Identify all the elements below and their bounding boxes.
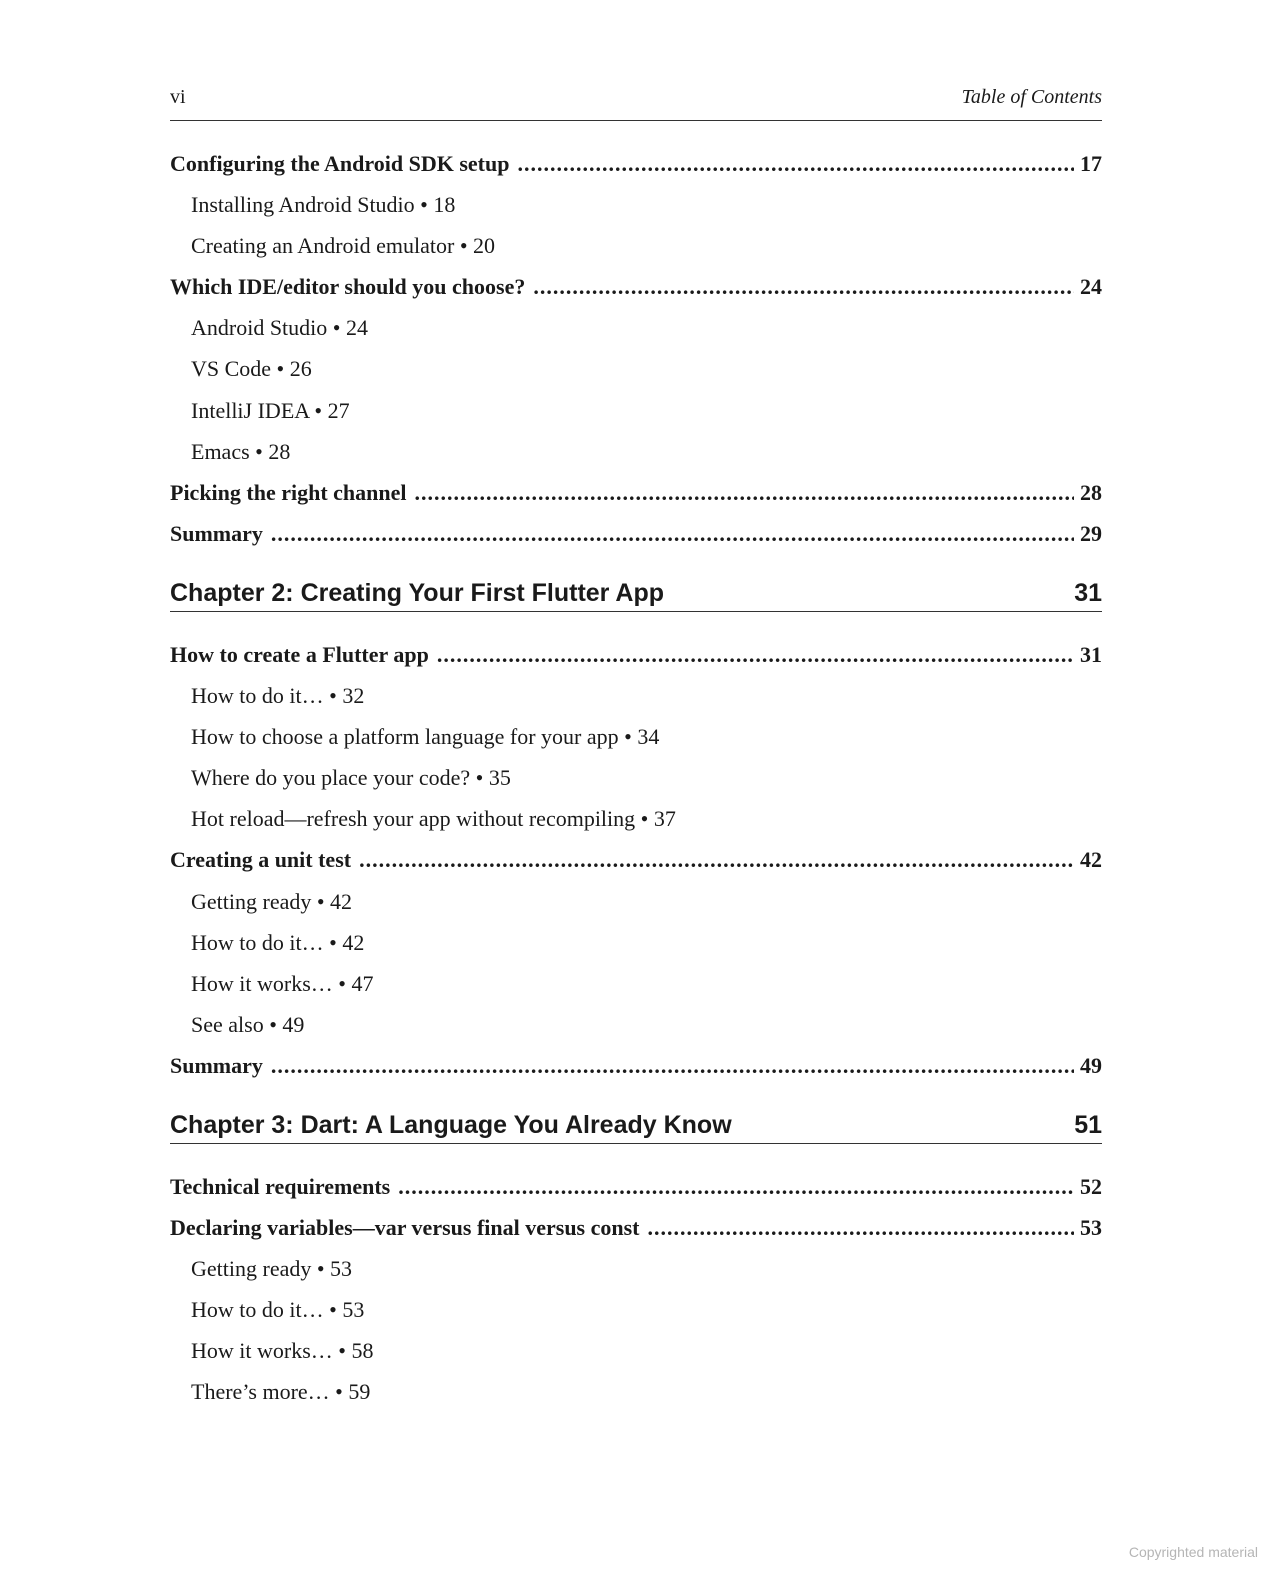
toc-subsection-entry[interactable]: How to choose a platform language for your app • 34: [191, 724, 660, 750]
section-title: How to create a Flutter app: [170, 641, 429, 667]
toc-section-entry[interactable]: [170, 1166, 1102, 1207]
toc-group-chapter-3: [170, 1166, 1102, 1413]
toc-section-entry[interactable]: [170, 634, 1102, 675]
toc-subsection-entry[interactable]: Getting ready • 53: [191, 1256, 353, 1282]
section-page-number: 17: [1080, 151, 1102, 176]
toc-section-entry[interactable]: [170, 266, 1102, 307]
section-page-number: 53: [1080, 1215, 1102, 1241]
section-page-number: 52: [1080, 1173, 1102, 1199]
toc-subsection-entry[interactable]: Creating an Android emulator • 20: [191, 233, 496, 259]
toc-group-chapter-1: [170, 143, 1102, 554]
watermark: Copyrighted material: [1128, 1544, 1258, 1560]
toc-section-entry[interactable]: [170, 839, 1102, 880]
section-title: Declaring variables—var versus final versus const: [170, 1215, 640, 1241]
toc-subsection-entry[interactable]: Installing Android Studio • 18: [191, 192, 456, 218]
toc-subsection-entry[interactable]: IntelliJ IDEA • 27: [191, 397, 350, 423]
toc-subsection-entry[interactable]: Where do you place your code? • 35: [191, 765, 511, 791]
dot-leader: [648, 1207, 1074, 1248]
section-page-number: 24: [1080, 274, 1102, 300]
toc-subsection-entry[interactable]: Emacs • 28: [191, 438, 291, 464]
toc-subsection-entry[interactable]: How to do it… • 42: [191, 929, 365, 955]
section-page-number: 49: [1080, 1052, 1102, 1078]
running-title: Table of Contents: [961, 86, 1102, 108]
section-title: Configuring the Android SDK setup: [170, 151, 510, 176]
section-page-number: 29: [1080, 520, 1102, 546]
toc-section-entry[interactable]: [170, 1045, 1102, 1086]
toc-subsection-entry[interactable]: Android Studio • 24: [191, 315, 368, 341]
toc-subsection-entry[interactable]: How it works… • 47: [191, 970, 374, 996]
chapter-page: 31: [1074, 578, 1102, 607]
chapter-heading: [170, 575, 1102, 612]
running-header: [170, 86, 1102, 121]
dot-leader: [517, 143, 1074, 184]
dot-leader: [415, 472, 1074, 513]
dot-leader: [533, 266, 1074, 307]
chapter-title: Chapter 3: Dart: A Language You Already Know: [170, 1110, 732, 1139]
section-title: Creating a unit test: [170, 847, 352, 873]
toc-section-entry[interactable]: [170, 472, 1102, 513]
toc-section-entry[interactable]: [170, 1207, 1102, 1248]
section-title: Summary: [170, 1052, 263, 1078]
table-of-contents: [170, 143, 1102, 1413]
section-title: Summary: [170, 520, 263, 546]
toc-group-chapter-2: [170, 634, 1102, 1086]
dot-leader: [271, 1045, 1074, 1086]
toc-subsection-entry[interactable]: Getting ready • 42: [191, 888, 353, 914]
page-number-label: vi: [170, 86, 186, 108]
chapter-page: 51: [1074, 1110, 1102, 1139]
toc-subsection-entry[interactable]: How to do it… • 53: [191, 1297, 365, 1323]
chapter-heading: [170, 1107, 1102, 1144]
toc-subsection-entry[interactable]: How it works… • 58: [191, 1338, 374, 1364]
dot-leader: [359, 839, 1074, 880]
toc-subsection-entry[interactable]: Hot reload—refresh your app without recompiling • 37: [191, 806, 676, 832]
toc-subsection-entry[interactable]: How to do it… • 32: [191, 683, 365, 709]
dot-leader: [398, 1166, 1074, 1207]
section-title: Picking the right channel: [170, 479, 407, 505]
section-page-number: 42: [1080, 847, 1102, 873]
section-title: Which IDE/editor should you choose?: [170, 274, 526, 300]
toc-subsection-entry[interactable]: See also • 49: [191, 1011, 305, 1037]
toc-section-entry[interactable]: [170, 513, 1102, 554]
toc-section-entry[interactable]: [170, 143, 1102, 184]
chapter-title: Chapter 2: Creating Your First Flutter App: [170, 578, 665, 607]
dot-leader: [271, 513, 1074, 554]
section-page-number: 28: [1080, 479, 1102, 505]
section-title: Technical requirements: [170, 1173, 391, 1199]
toc-subsection-entry[interactable]: VS Code • 26: [191, 356, 312, 382]
dot-leader: [437, 634, 1074, 675]
toc-subsection-entry[interactable]: There’s more… • 59: [191, 1379, 371, 1405]
section-page-number: 31: [1080, 641, 1102, 667]
